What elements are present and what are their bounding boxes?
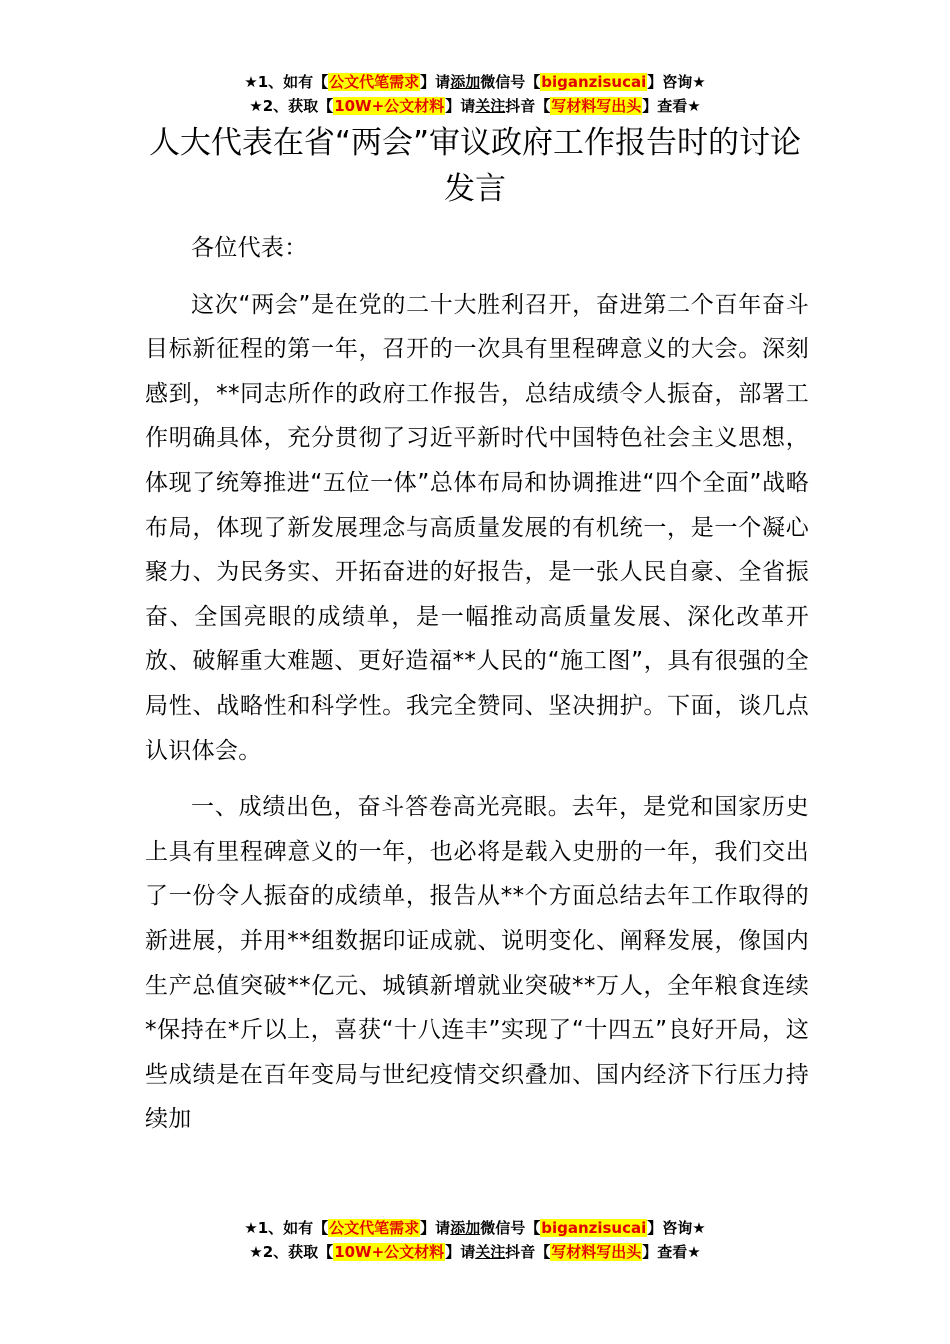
banner-highlight: 公文代笔需求 <box>329 73 420 91</box>
banner-highlight: 10W+公文材料 <box>334 97 445 115</box>
paragraph: 一、成绩出色，奋斗答卷高光亮眼。去年，是党和国家历史上具有里程碑意义的一年，也必将是载入史册的一年，我们交出了一份令人振奋的成绩单，报告从**个方面总结去年工作取得的新进展，并用**组数据印证成就、说明变化、阐释发展，像国内生产总值突破**亿元、城镇新增就业突破**万人，全年粮食连续*保持在*斤以上，喜获“十八连丰”实现了“十四五”良好开局，这些成绩是在百年变局与世纪疫情交织叠加、国内经济下行压力持续加 <box>145 794 809 1133</box>
banner-underline: 添加 <box>450 1219 481 1237</box>
banner-text: ★2、获取【 <box>249 1243 334 1261</box>
banner-text: 】查看★ <box>642 1243 701 1261</box>
footer-banner <box>0 1216 950 1264</box>
banner-highlight: 公文代笔需求 <box>329 1219 420 1237</box>
banner-text: 】咨询★ <box>647 73 706 91</box>
banner-line-1 <box>0 70 950 94</box>
salutation: 各位代表： <box>191 235 308 261</box>
banner-highlight: biganzisucai <box>541 1219 647 1237</box>
document-title: 人大代表在省“两会”审议政府工作报告时的讨论发言 <box>148 125 802 207</box>
banner-text: 抖音【 <box>505 97 551 115</box>
banner-text: 】请 <box>445 1243 476 1261</box>
header-banner <box>0 70 950 118</box>
banner-text: 】请 <box>420 1219 451 1237</box>
banner-highlight: 写材料写出头 <box>551 1243 642 1261</box>
banner-line-2 <box>0 1240 950 1264</box>
banner-highlight: biganzisucai <box>541 73 647 91</box>
banner-text: ★1、如有【 <box>244 1219 329 1237</box>
paragraph: 这次“两会”是在党的二十大胜利召开，奋进第二个百年奋斗目标新征程的第一年，召开的一次具有里程碑意义的大会。深刻感到，**同志所作的政府工作报告，总结成绩令人振奋，部署工作明确具体，充分贯彻了习近平新时代中国特色社会主义思想，体现了统筹推进“五位一体”总体布局和协调推进“四个全面”战略布局，体现了新发展理念与高质量发展的有机统一，是一个凝心聚力、为民务实、开拓奋进的好报告，是一张人民自豪、全省振奋、全国亮眼的成绩单，是一幅推动高质量发展、深化改革开放、破解重大难题、更好造福**人民的“施工图”，具有很强的全局性、战略性和科学性。我完全赞同、坚决拥护。下面，谈几点认识体会。 <box>145 291 809 764</box>
banner-line-1 <box>0 1216 950 1240</box>
banner-text: ★2、获取【 <box>249 97 334 115</box>
banner-text: 】请 <box>420 73 451 91</box>
banner-highlight: 写材料写出头 <box>551 97 642 115</box>
banner-text: 】查看★ <box>642 97 701 115</box>
banner-text: 】咨询★ <box>647 1219 706 1237</box>
banner-text: 】请 <box>445 97 476 115</box>
banner-underline: 关注 <box>475 1243 506 1261</box>
banner-text: 抖音【 <box>505 1243 551 1261</box>
document-body <box>145 226 809 1154</box>
banner-underline: 添加 <box>450 73 481 91</box>
banner-text: 微信号【 <box>480 73 541 91</box>
banner-highlight: 10W+公文材料 <box>334 1243 445 1261</box>
banner-line-2 <box>0 94 950 118</box>
banner-text: ★1、如有【 <box>244 73 329 91</box>
banner-text: 微信号【 <box>480 1219 541 1237</box>
banner-underline: 关注 <box>475 97 506 115</box>
